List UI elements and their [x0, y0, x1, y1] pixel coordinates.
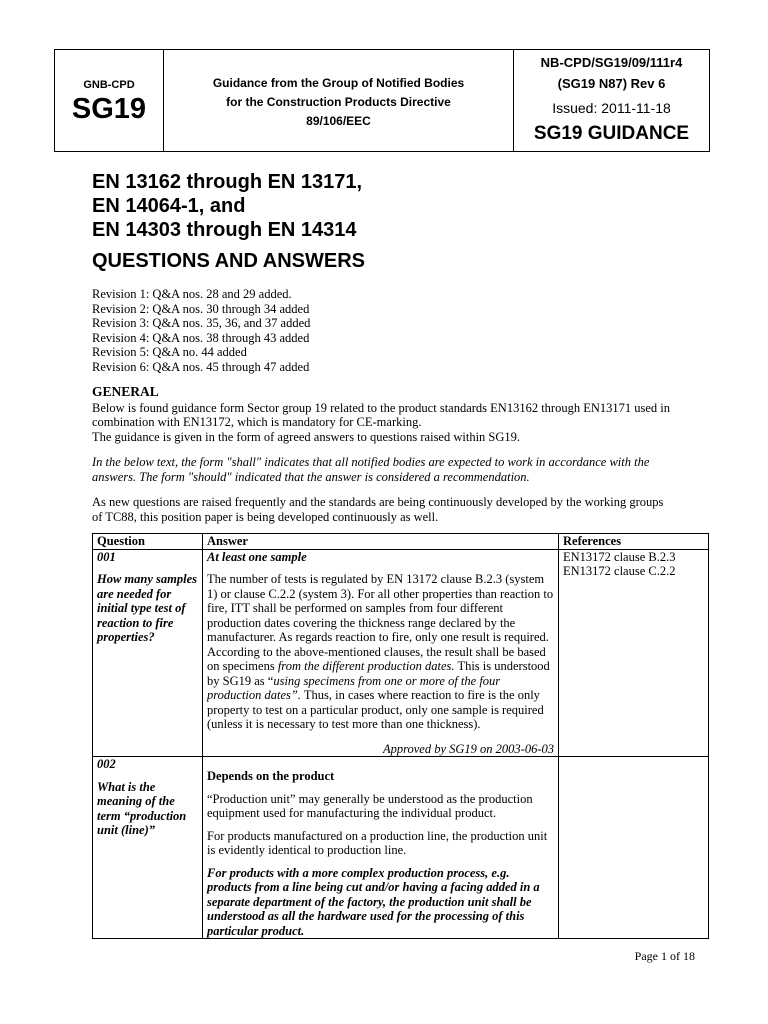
general-p3-line1: In the below text, the form "shall" indicates that all notified bodies are expected to work in accordance with the: [92, 455, 650, 469]
reference-item: EN13172 clause B.2.3: [563, 549, 676, 564]
page-number: Page 1 of 18: [634, 949, 695, 963]
header-references: References: [559, 534, 709, 550]
issue-date: Issued: 2011-11-18: [552, 100, 671, 116]
header-description: [164, 74, 513, 131]
title-line3: EN 14303 through EN 14314: [92, 219, 357, 241]
general-p2: The guidance is given in the form of agreed answers to questions raised within SG19.: [92, 429, 521, 444]
guidance-label: SG19 GUIDANCE: [533, 123, 690, 144]
title-line1: EN 13162 through EN 13171,: [92, 171, 363, 193]
header-answer: Answer: [203, 534, 559, 550]
qa-heading: QUESTIONS AND ANSWERS: [92, 250, 365, 272]
document-revision: (SG19 N87) Rev 6: [557, 76, 666, 91]
header-desc-line1: Guidance from the Group of Notified Bodies: [212, 76, 465, 90]
header-right-cell: [514, 50, 709, 151]
reference-item: EN13172 clause C.2.2: [563, 564, 676, 578]
general-heading: GENERAL: [92, 384, 159, 399]
revision-list: [92, 287, 310, 374]
document-title: [92, 170, 362, 242]
header-question: Question: [93, 534, 203, 550]
header-desc-line2: for the Construction Products Directive: [226, 95, 451, 109]
answer-text: The number of tests is regulated by EN 13172 clause B.2.3 (system 1) or clause C.2.2 (system 3). For all other properties than reaction to fire, ITT shall be performed on samples from four different production dates covering the thickness range declared by the manufacturer. As regards reaction to fire, only one result is required. According to the above-mentioned clauses, the result shall be based on specimens: [207, 572, 554, 673]
revision-item: Revision 1: Q&A nos. 28 and 29 added.: [92, 287, 292, 301]
header-center-cell: [164, 50, 514, 151]
revision-item: Revision 3: Q&A nos. 35, 36, and 37 added: [92, 316, 311, 330]
question-cell: [93, 549, 203, 757]
general-p4-line2: of TC88, this position paper is being developed continuously as well.: [92, 509, 439, 524]
document-header: [54, 49, 710, 152]
revision-item: Revision 4: Q&A nos. 38 through 43 added: [92, 330, 310, 345]
table-row: [93, 549, 709, 757]
document-reference: NB-CPD/SG19/09/111r4: [540, 55, 683, 70]
revision-item: Revision 2: Q&A nos. 30 through 34 added: [92, 301, 310, 316]
title-line2: EN 14064-1, and: [92, 195, 246, 217]
answer-paragraph: [207, 572, 554, 732]
answer-heading: At least one sample: [207, 549, 307, 564]
revision-item: Revision 5: Q&A no. 44 added: [92, 345, 247, 359]
answer-cell: [203, 757, 559, 939]
general-p1-line1: Below is found guidance form Sector group 19 related to the product standards EN13162 through EN13171 used in: [92, 400, 671, 415]
table-header-row: [93, 534, 709, 550]
general-section: [92, 385, 712, 524]
answer-emphasis: using specimens from one or more of the four production dates”.: [207, 673, 501, 702]
approval-note: Approved by SG19 on 2003-06-03: [382, 741, 554, 756]
references-cell: [559, 757, 709, 939]
header-org: GNB-CPD: [83, 79, 135, 91]
answer-cell: [203, 549, 559, 757]
header-desc-line3: 89/106/EEC: [306, 114, 371, 128]
revision-item: Revision 6: Q&A nos. 45 through 47 added: [92, 359, 310, 374]
answer-heading: Depends on the product: [207, 769, 335, 783]
qa-table: [92, 533, 709, 939]
general-p3-line2: answers. The form "should" indicated that the answer is considered a recommendation.: [92, 469, 530, 484]
question-cell: [93, 757, 203, 939]
header-group-code: SG19: [71, 93, 147, 125]
answer-text: Thus, in cases where reaction to fire is the only property to test on a particular product, only one sample is required (unless it is necessary to test more than one thickness).: [207, 688, 544, 731]
answer-paragraph: For products with a more complex production process, e.g. products from a line being cut and/or having a facing added in a separate department of the factory, the production unit shall be understood as all the hardware used for the processing of this particular product.: [207, 865, 540, 938]
answer-paragraph: “Production unit” may generally be understood as the production equipment used for manufacturing the individual product.: [207, 791, 533, 820]
general-p4-line1: As new questions are raised frequently and the standards are being continuously developed by the working groups: [92, 495, 664, 509]
table-row: [93, 757, 709, 939]
answer-paragraph: For products manufactured on a production line, the production unit is evidently identical to production line.: [207, 828, 548, 857]
header-left-cell: [55, 50, 164, 151]
question-number: 001: [97, 549, 116, 564]
answer-text: This is understood by SG19 as “: [207, 659, 550, 688]
question-text: What is the meaning of the term “production unit (line)”: [97, 779, 187, 837]
question-text: How many samples are needed for initial type test of reaction to fire properties?: [97, 572, 198, 644]
general-p1-line2: combination with EN13172, which is mandatory for CE-marking.: [92, 415, 422, 429]
question-number: 002: [97, 757, 116, 771]
references-cell: [559, 549, 709, 757]
answer-emphasis: from the different production dates.: [277, 659, 455, 673]
